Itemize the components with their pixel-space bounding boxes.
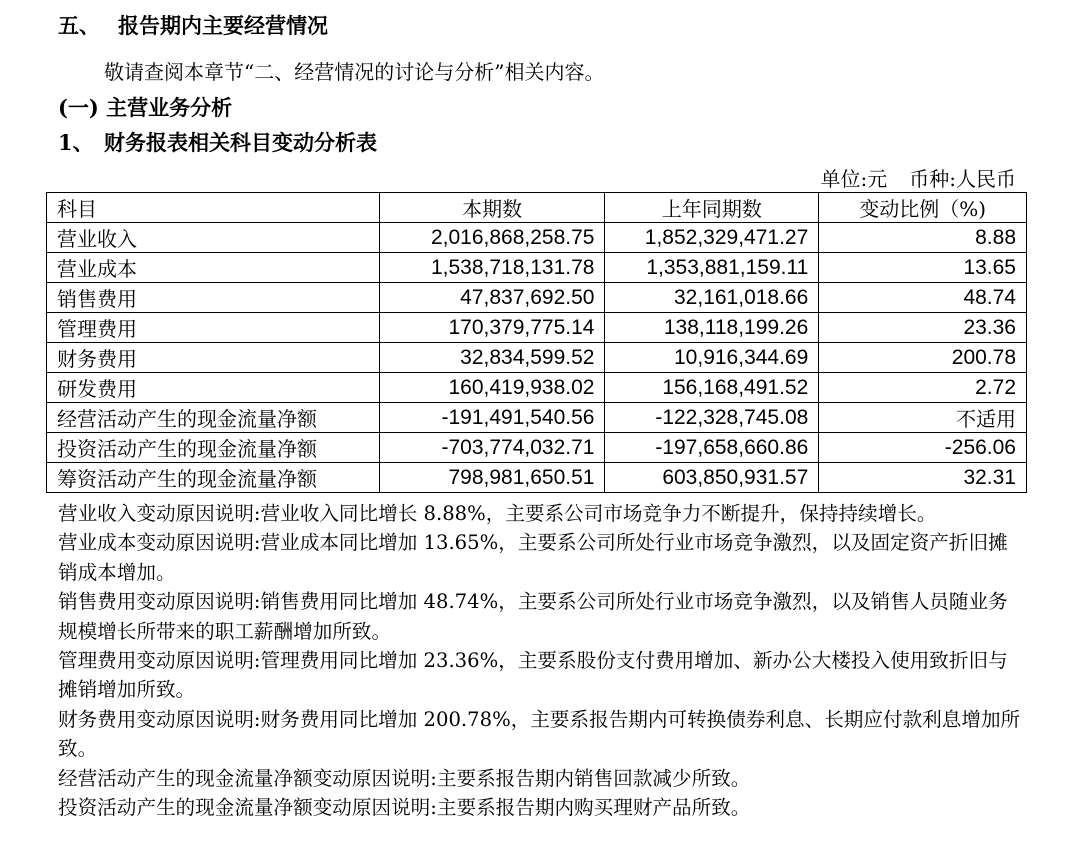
row-item: 营业收入 [47, 223, 380, 253]
subsection-heading: (一) 主营业务分析 [58, 95, 233, 120]
section-number: 五、 [58, 13, 100, 38]
table-row [47, 283, 1027, 313]
row-current: 2,016,868,258.75 [379, 223, 605, 253]
section-title: 报告期内主要经营情况 [118, 13, 328, 38]
note-admin-expense: 管理费用变动原因说明:管理费用同比增加 23.36%，主要系股份支付费用增加、新办公大楼投入使用致折旧与摊销增加所致。 [58, 649, 1008, 702]
note-operating-cashflow: 经营活动产生的现金流量净额变动原因说明:主要系报告期内销售回款减少所致。 [58, 766, 751, 790]
item-title: 财务报表相关科目变动分析表 [104, 130, 377, 155]
row-item: 财务费用 [47, 343, 380, 373]
row-current: -191,491,540.56 [379, 403, 605, 433]
table-row [47, 223, 1027, 253]
row-ratio: -256.06 [819, 433, 1027, 463]
row-item: 研发费用 [47, 373, 380, 403]
row-item: 管理费用 [47, 313, 380, 343]
table-header-row [47, 193, 1027, 223]
row-ratio: 不适用 [819, 403, 1027, 433]
row-current: 160,419,938.02 [379, 373, 605, 403]
note-cost: 营业成本变动原因说明:营业成本同比增加 13.65%，主要系公司所处行业市场竞争激烈，以及固定资产折旧摊销成本增加。 [58, 531, 1008, 584]
row-prior: 1,353,881,159.11 [605, 253, 819, 283]
row-prior: 10,916,344.69 [605, 343, 819, 373]
table-row [47, 343, 1027, 373]
table-row [47, 313, 1027, 343]
header-current-period: 本期数 [379, 193, 605, 223]
row-current: 1,538,718,131.78 [379, 253, 605, 283]
table-row [47, 373, 1027, 403]
item-heading [58, 127, 377, 157]
row-ratio: 2.72 [819, 373, 1027, 403]
row-ratio: 200.78 [819, 343, 1027, 373]
table-row [47, 403, 1027, 433]
table-row [47, 253, 1027, 283]
row-current: -703,774,032.71 [379, 433, 605, 463]
financial-change-table [46, 192, 1027, 493]
row-prior: 138,118,199.26 [605, 313, 819, 343]
currency-label: 币种:人民币 [909, 167, 1016, 191]
row-item: 投资活动产生的现金流量净额 [47, 433, 380, 463]
row-prior: 156,168,491.52 [605, 373, 819, 403]
row-current: 170,379,775.14 [379, 313, 605, 343]
row-prior: -122,328,745.08 [605, 403, 819, 433]
note-finance-expense: 财务费用变动原因说明:财务费用同比增加 200.78%，主要系报告期内可转换债券利息、长期应付款利息增加所致。 [58, 707, 1021, 761]
unit-label: 单位:元 [820, 167, 888, 191]
item-number: 1、 [58, 130, 94, 155]
row-prior: 1,852,329,471.27 [605, 223, 819, 253]
note-investing-cashflow: 投资活动产生的现金流量净额变动原因说明:主要系报告期内购买理财产品所致。 [58, 796, 751, 820]
section-heading [58, 10, 328, 40]
row-item: 经营活动产生的现金流量净额 [47, 403, 380, 433]
header-prior-period: 上年同期数 [605, 193, 819, 223]
table-row [47, 433, 1027, 463]
note-revenue: 营业收入变动原因说明:营业收入同比增长 8.88%，主要系公司市场竞争力不断提升，保持持续增长。 [58, 502, 937, 525]
change-explanations [58, 499, 1023, 822]
row-ratio: 32.31 [819, 463, 1027, 493]
row-item: 营业成本 [47, 253, 380, 283]
row-ratio: 23.36 [819, 313, 1027, 343]
row-ratio: 13.65 [819, 253, 1027, 283]
header-change-ratio: 变动比例（%) [819, 193, 1027, 223]
row-item: 销售费用 [47, 283, 380, 313]
row-current: 798,981,650.51 [379, 463, 605, 493]
row-current: 47,837,692.50 [379, 283, 605, 313]
row-ratio: 48.74 [819, 283, 1027, 313]
table-row [47, 463, 1027, 493]
intro-paragraph: 敬请查阅本章节“二、经营情况的讨论与分析”相关内容。 [104, 60, 605, 84]
row-prior: -197,658,660.86 [605, 433, 819, 463]
row-item: 筹资活动产生的现金流量净额 [47, 463, 380, 493]
row-ratio: 8.88 [819, 223, 1027, 253]
header-item: 科目 [47, 193, 380, 223]
row-prior: 32,161,018.66 [605, 283, 819, 313]
note-selling-expense: 销售费用变动原因说明:销售费用同比增加 48.74%，主要系公司所处行业市场竞争激烈，以及销售人员随业务规模增长所带来的职工薪酬增加所致。 [58, 590, 1008, 643]
unit-line [821, 163, 1017, 192]
row-prior: 603,850,931.57 [605, 463, 819, 493]
row-current: 32,834,599.52 [379, 343, 605, 373]
